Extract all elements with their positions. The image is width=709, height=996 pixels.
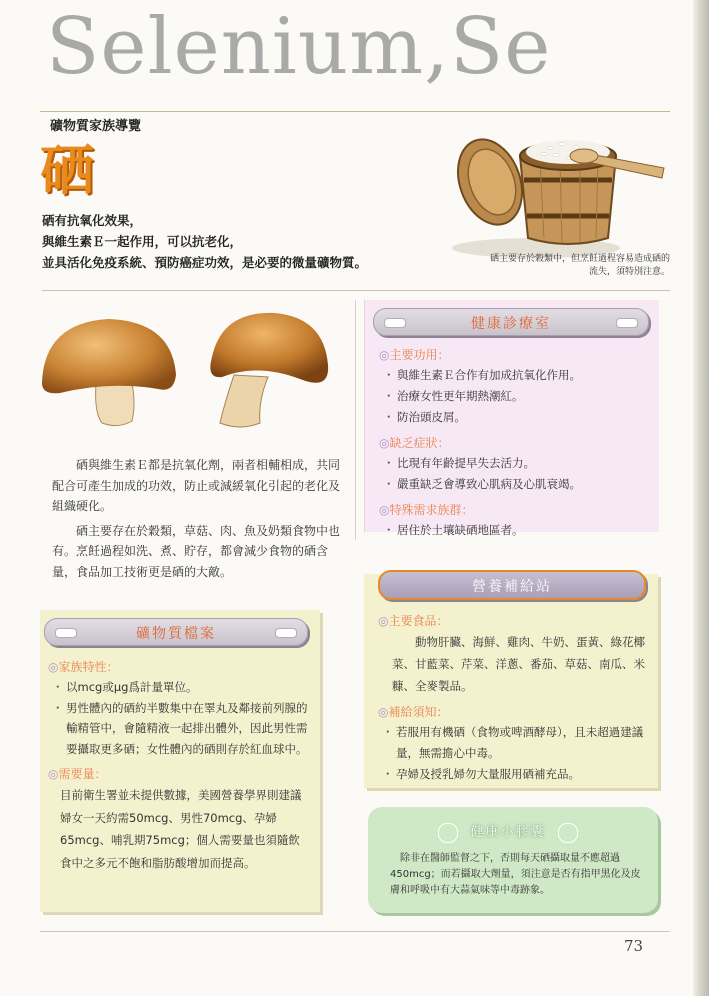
body-paragraph: 硒主要存在於穀類，草菇、肉、魚及奶類食物中也有。烹飪過程如洗、煮、貯存，都會減少食物的硒含量，食品加工技術更是硒的大敵。: [52, 523, 341, 579]
health-capsule-box: [368, 807, 658, 913]
circle-marker-icon: ◎: [48, 660, 59, 674]
list-item: ・ 以mcg或μg爲計量單位。: [48, 677, 312, 698]
family-traits-heading: [48, 658, 312, 675]
deficiency-heading: [379, 434, 649, 451]
list-item: ・ 男性體內的硒約半數集中在睪丸及鄰接前列腺的輸精管中，會隨精液一起排出體外，因此男性需要攝取更多硒；女性體內的硒則存於紅血球中。: [48, 698, 312, 760]
intro-block: [42, 210, 367, 273]
special-group-heading: [379, 501, 649, 518]
list-item: ・ 若服用有機硒（食物或啤酒酵母），且未超過建議量，無需擔心中毒。: [378, 722, 648, 764]
mushroom-image: [38, 305, 338, 435]
bottom-divider: [40, 931, 670, 932]
photo-caption: 硒主要存於穀類中，但烹飪過程容易造成硒的流失，須特別注意。: [490, 254, 671, 277]
nutrition-panel-ribbon: [378, 570, 646, 600]
circle-marker-icon: ◎: [48, 767, 59, 781]
heading-text: 缺乏症狀：: [389, 436, 450, 450]
element-character: 硒: [40, 139, 94, 202]
heading-text: 特殊需求族群：: [389, 503, 474, 517]
foods-text: 動物肝臟、海鮮、雞肉、牛奶、蛋黃、綠花椰菜、甘藍菜、芹菜、洋蔥、番茄、草菇、南瓜、米糠、全麥製品。: [392, 635, 645, 693]
intro-line: 與維生素Ｅ一起作用，可以抗老化，: [42, 234, 243, 249]
page-title: Selenium,Se: [46, 2, 552, 92]
list-item: ・ 比現有年齡提早失去活力。: [379, 453, 649, 474]
list-item: ・ 居住於土壤缺硒地區者。: [379, 520, 649, 541]
circle-marker-icon: ◎: [379, 348, 390, 362]
capsule-text: 除非在醫師監督之下，否則每天硒攝取量不應超過450mcg；而若攝取大劑量，須注意是否有指甲黑化及皮膚和呼吸中有大蒜氣味等中毒跡象。: [390, 853, 641, 896]
health-panel-title: 健康診療室: [471, 316, 551, 332]
nutrition-station-panel: [364, 574, 658, 788]
circle-marker-icon: ◎: [378, 614, 389, 628]
section-divider: [42, 290, 670, 291]
rice-bucket-illustration: [440, 120, 680, 260]
list-item: ・ 嚴重缺乏會導致心肌病及心肌衰竭。: [379, 474, 649, 495]
heading-text: 主要功用：: [389, 348, 450, 362]
mineral-file-panel: [40, 610, 320, 912]
capsule-title: 健康小膠囊: [448, 821, 568, 843]
mineral-panel-ribbon: [44, 618, 308, 646]
notes-heading: [378, 703, 648, 720]
body-paragraph: 硒與維生素Ｅ都是抗氧化劑，兩者相輔相成，共同配合可產生加成的功效，防止或減緩氧化引起的老化及組織硬化。: [52, 458, 341, 513]
page-number: 73: [624, 937, 644, 955]
column-divider: [355, 300, 356, 540]
rice-bucket-image: [440, 120, 680, 260]
body-text: [52, 455, 342, 586]
page-edge: [693, 0, 709, 996]
heading-text: 需要量：: [58, 767, 107, 781]
ribbon-pill-right: [275, 628, 297, 638]
ribbon-pill-right: [616, 318, 638, 328]
circle-marker-icon: ◎: [378, 705, 389, 719]
list-item: ・ 孕婦及授乳婦勿大量服用硒補充品。: [378, 764, 648, 785]
intro-line: 硒有抗氧化效果，: [42, 213, 143, 228]
heading-text: 家族特性：: [58, 660, 119, 674]
heading-text: 主要食品：: [388, 614, 449, 628]
heading-text: 補給須知：: [388, 705, 449, 719]
foods-heading: [378, 612, 648, 629]
health-clinic-panel: [364, 300, 659, 537]
list-item: ・ 治療女性更年期熱潮紅。: [379, 386, 649, 407]
health-panel-ribbon: [373, 308, 649, 336]
title-rule: [40, 111, 670, 112]
list-item: ・ 防治頭皮屑。: [379, 407, 649, 428]
circle-marker-icon: ◎: [379, 503, 390, 517]
nutrition-panel-title: 營養補給站: [472, 579, 552, 595]
intro-line: 並具活化免疫系統、預防癌症功效，是必要的微量礦物質。: [42, 255, 368, 270]
requirement-heading: [48, 765, 312, 782]
mineral-panel-title: 礦物質檔案: [136, 626, 216, 642]
section-subtitle: 礦物質家族導覽: [50, 119, 142, 134]
requirement-text: 目前衛生署並未提供數據，美國營養學界則建議婦女一天約需50mcg、男性70mcg、孕婦65mcg、哺乳期75mcg；個人需要量也須隨飲食中之多元不飽和脂肪酸增加而提高。: [60, 788, 302, 870]
main-function-heading: [379, 346, 649, 363]
circle-marker-icon: ◎: [379, 436, 390, 450]
list-item: ・ 與維生素Ｅ合作有加成抗氧化作用。: [379, 365, 649, 386]
mushroom-illustration: [38, 305, 338, 435]
